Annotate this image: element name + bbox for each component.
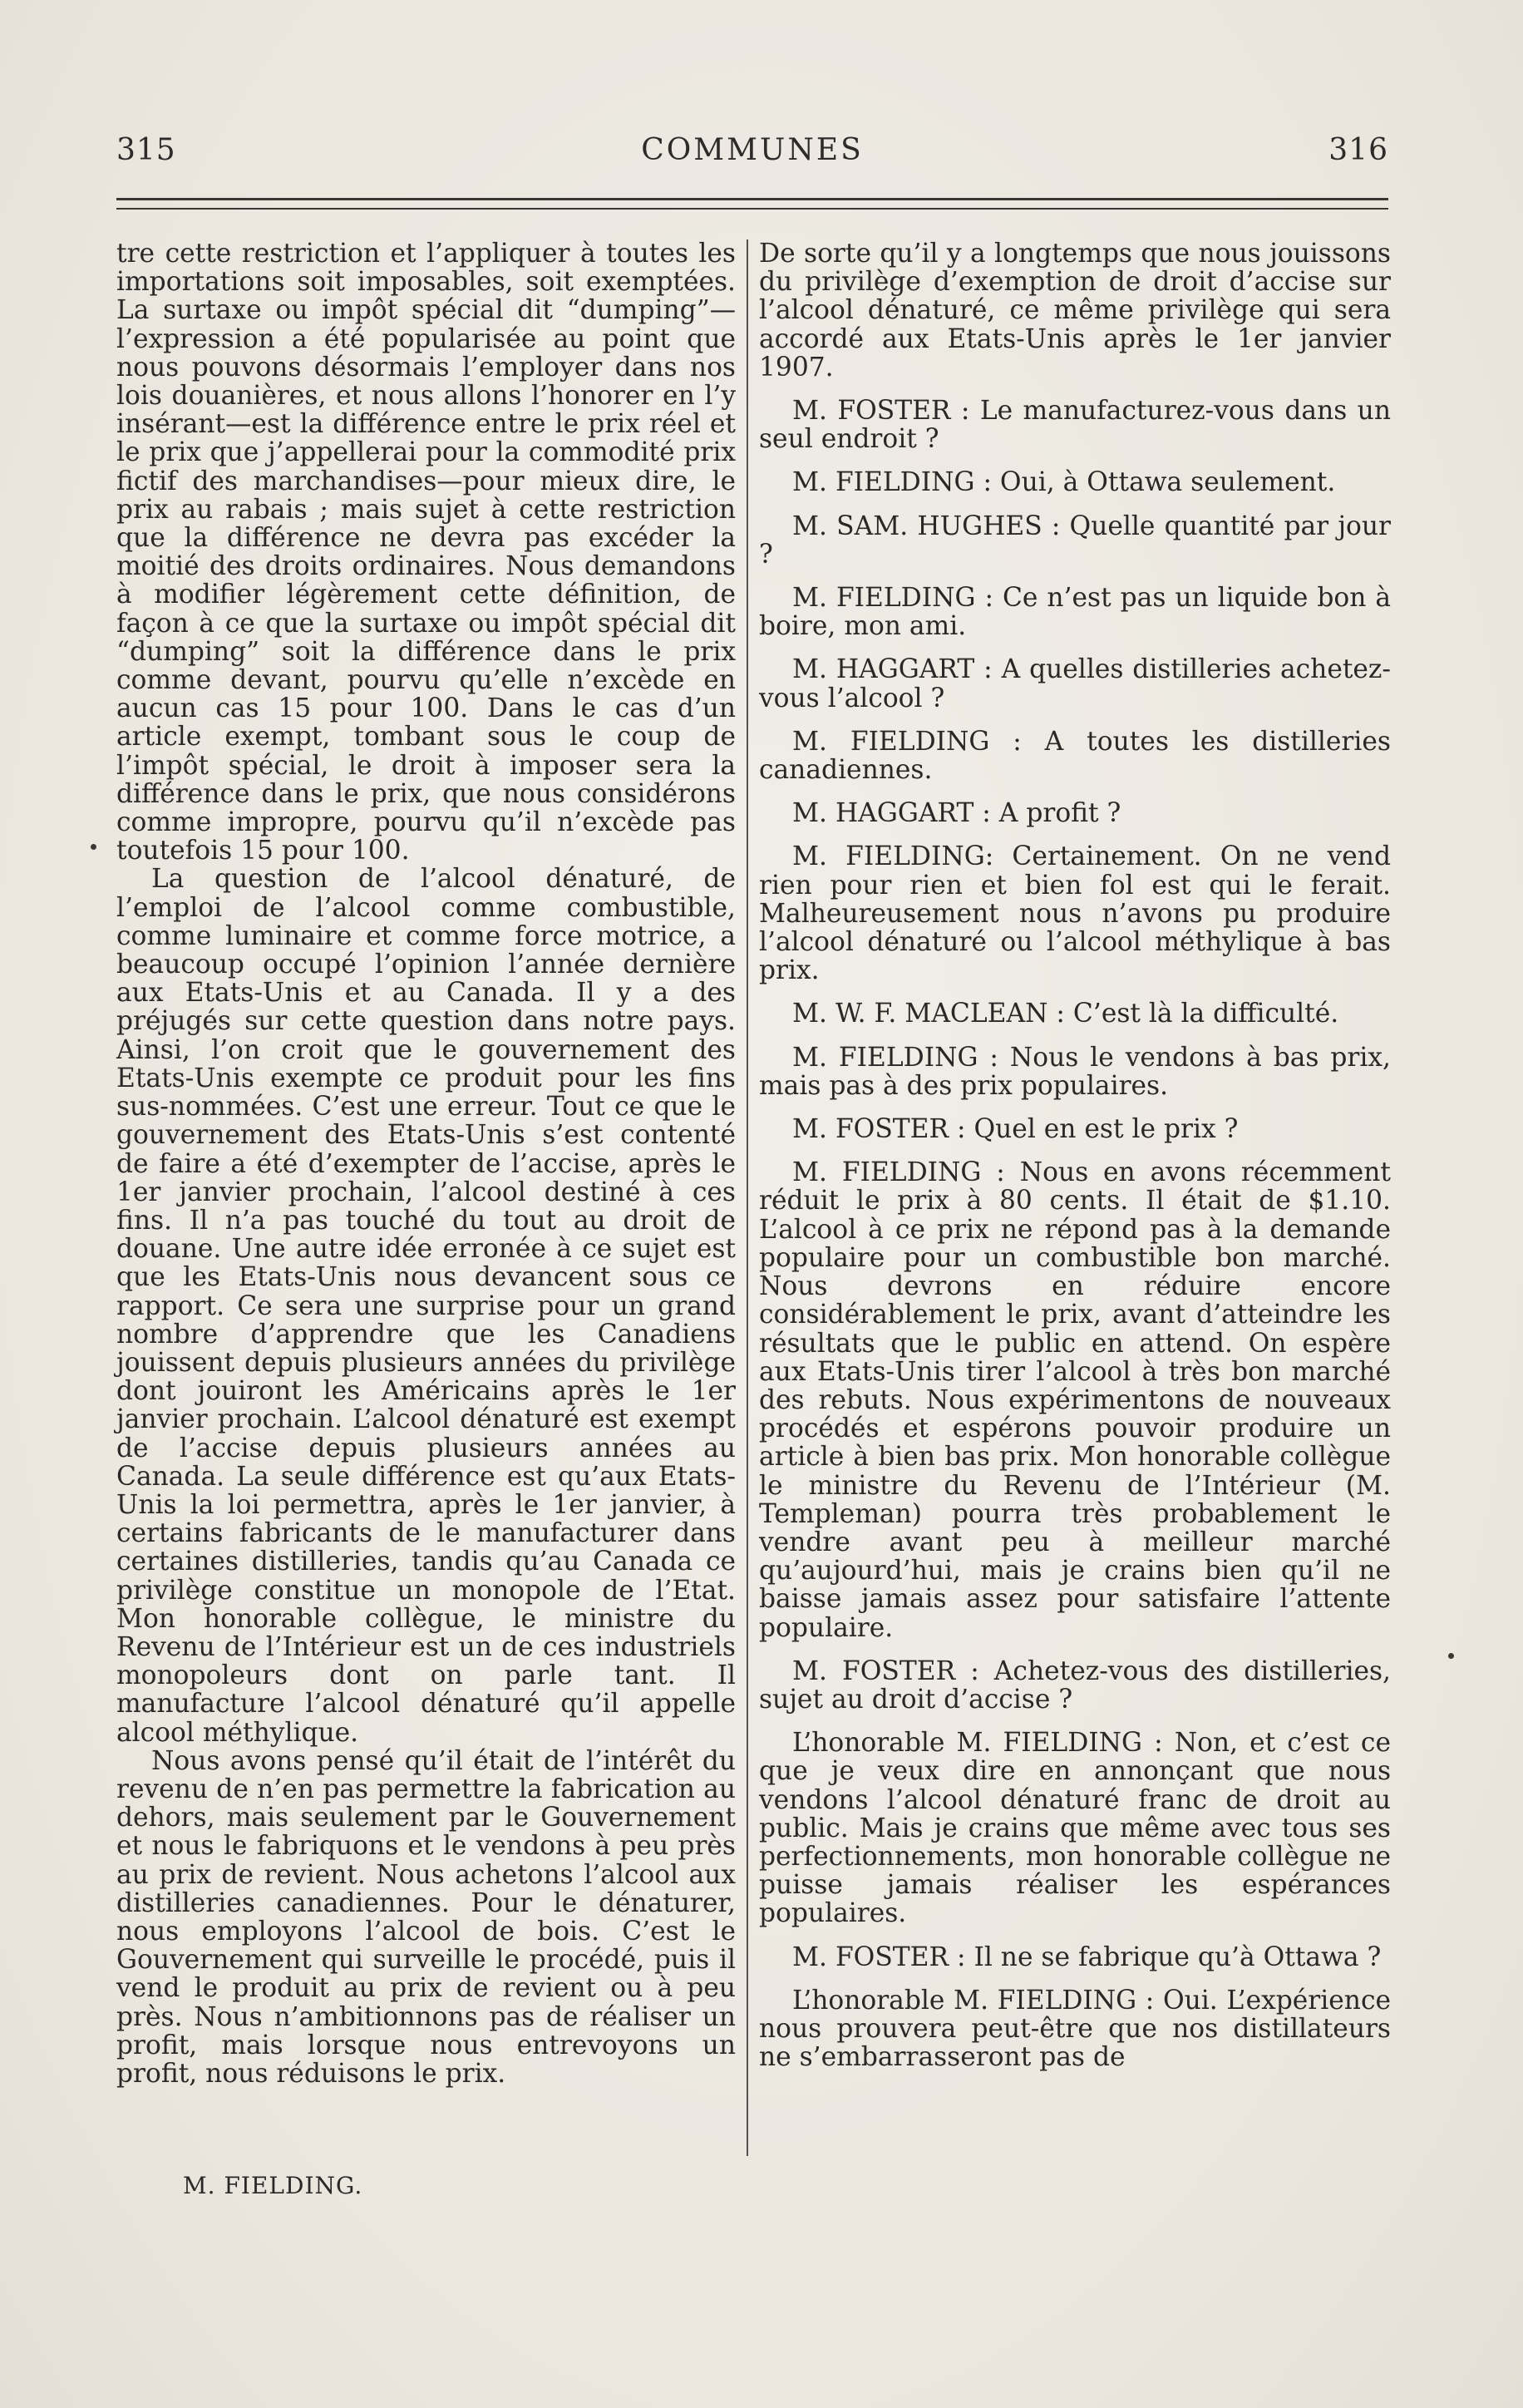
margin-mark-right	[1448, 1653, 1454, 1659]
margin-mark-left	[91, 844, 96, 850]
exchange-fielding-2: M. FIELDING : Ce n’est pas un liquide bon à boire, mon ami.	[759, 583, 1391, 642]
exchange-foster-1: M. FOSTER : Le manufacturez-vous dans un seul endroit ?	[759, 396, 1391, 455]
exchange-fielding-8: L’honorable M. FIELDING : Oui. L’expérience nous prouvera peut-être que nos distillateurs ne s’embarrasseront pas de	[759, 1985, 1391, 2073]
exchange-haggart-1: M. HAGGART : A quelles distilleries achetez-vous l’alcool ?	[759, 654, 1391, 713]
page-header	[116, 133, 1388, 183]
header-rule-bottom	[116, 208, 1388, 210]
speaker-signature: M. FIELDING.	[183, 2172, 363, 2199]
column-divider	[747, 239, 748, 2156]
exchange-fielding-6: M. FIELDING : Nous en avons récemment réduit le prix à 80 cents. Il était de $1.10. L’alcool à ce prix ne répond pas à la demande populaire pour un combustible bon marché. Nous devrons en réduire encore considérablement le prix, avant d’atteindre les résultats que le public en attend. On espère aux Etats-Unis tirer l’alcool à très bon marché des rebuts. Nous expérimentons de nouveaux procédés et espérons pouvoir produire un article à bien bas prix. Mon honorable collègue le ministre du Revenu de l’Intérieur (M. Templeman) pourra très probablement le vendre avant peu à meilleur marché qu’aujourd’hui, mais je crains bien qu’il ne baisse jamais assez pour satisfaire l’attente populaire.	[759, 1157, 1391, 1643]
paragraph-fabrication: Nous avons pensé qu’il était de l’intérêt du revenu de n’en pas permettre la fabrication au dehors, mais seulement par le Gouvernement et nous le fabriquons et le vendons à peu près au prix de revient. Nous achetons l’alcool aux distilleries canadiennes. Pour le dénaturer, nous employons l’alcool de bois. C’est le Gouvernement qui surveille le procédé, puis il vend le produit au prix de revient ou à peu près. Nous n’ambitionnons pas de réaliser un profit, mais lorsque nous entrevoyons un profit, nous réduisons le prix.	[116, 1745, 736, 2089]
exchange-foster-2: M. FOSTER : Quel en est le prix ?	[792, 1114, 1239, 1145]
exchange-foster-3: M. FOSTER : Achetez-vous des distilleries, sujet au droit d’accise ?	[759, 1656, 1391, 1715]
paragraph-continued: tre cette restriction et l’appliquer à toutes les importations soit imposables, soit exemptées. La surtaxe ou impôt spécial dit “dumping”—l’expression a été popularisée au point que nous pouvons désormais l’employer dans nos lois douanières, et nous allons l’honorer en l’y insérant—est la différence entre le prix réel et le prix que j’appellerai pour la commodité prix fictif des marchandises—pour mieux dire, le prix au rabais ; mais sujet à cette restriction que la différence ne devra pas excéder la moitié des droits ordinaires. Nous demandons à modifier légèrement cette définition, de façon à ce que la surtaxe ou impôt spécial dit “dumping” soit la différence dans le prix comme devant, pourvu qu’elle n’excède en aucun cas 15 pour 100. Dans le cas d’un article exempt, tombant sous le coup de l’impôt spécial, le droit à imposer sera la différence dans le prix, que nous considérons comme impropre, pourvu qu’il n’excède pas toutefois 15 pour 100.	[116, 239, 736, 866]
left-column	[116, 239, 736, 2088]
exchange-fielding-4: M. FIELDING: Certainement. On ne vend rien pour rien et bien fol est qui le ferait. Malheureusement nous n’avons pu produire l’alcool dénaturé ou l’alcool méthylique à bas prix.	[759, 841, 1391, 986]
exchange-fielding-7: L’honorable M. FIELDING : Non, et c’est ce que je veux dire en annonçant que nous vendons l’alcool dénaturé franc de droit au public. Mais je crains que même avec tous ses perfectionnements, mon honorable collègue ne puisse jamais réaliser les espérances populaires.	[759, 1728, 1391, 1929]
exchange-haggart-2: M. HAGGART : A profit ?	[792, 798, 1121, 829]
right-column	[759, 239, 1391, 2071]
exchange-fielding-5: M. FIELDING : Nous le vendons à bas prix, mais pas à des prix populaires.	[759, 1042, 1391, 1101]
paragraph-privilege: De sorte qu’il y a longtemps que nous jouissons du privilège d’exemption de droit d’accise sur l’alcool dénaturé, ce même privilège qui sera accordé aux Etats-Unis après le 1er janvier 1907.	[759, 239, 1391, 382]
page-number-left: 315	[116, 133, 176, 167]
header-rule-top	[116, 198, 1388, 200]
page-number-right: 316	[1328, 133, 1388, 167]
exchange-hughes: M. SAM. HUGHES : Quelle quantité par jour ?	[759, 511, 1391, 570]
exchange-foster-4: M. FOSTER : Il ne se fabrique qu’à Ottawa ?	[792, 1942, 1382, 1972]
running-title: COMMUNES	[641, 133, 864, 167]
exchange-fielding-3: M. FIELDING : A toutes les distilleries canadiennes.	[759, 726, 1391, 786]
exchange-fielding-1: M. FIELDING : Oui, à Ottawa seulement.	[792, 467, 1336, 498]
paragraph-alcool-denature: La question de l’alcool dénaturé, de l’emploi de l’alcool comme combustible, comme luminaire et comme force motrice, a beaucoup occupé l’opinion l’année dernière aux Etats-Unis et au Canada. Il y a des préjugés sur cette question dans notre pays. Ainsi, l’on croit que le gouvernement des Etats-Unis exempte ce produit pour les fins sus-nommées. C’est une erreur. Tout ce que le gouvernement des Etats-Unis s’est contenté de faire a été d’exempter de l’accise, après le 1er janvier prochain, l’alcool destiné à ces fins. Il n’a pas touché du tout au droit de douane. Une autre idée erronée à ce sujet est que les Etats-Unis nous devancent sous ce rapport. Ce sera une surprise pour un grand nombre d’apprendre que les Canadiens jouissent depuis plusieurs années du privilège dont jouiront les Américains après le 1er janvier prochain. L’alcool dénaturé est exempt de l’accise depuis plusieurs années au Canada. La seule différence est qu’aux Etats-Unis la loi permettra, après le 1er janvier, à certains fabricants de le manufacturer dans certaines distilleries, tandis qu’au Canada ce privilège constitue un monopole de l’Etat. Mon honorable collègue, le ministre du Revenu de l’Intérieur est un de ces industriels monopoleurs dont on parle tant. Il manufacture l’alcool dénaturé qu’il appelle alcool méthylique.	[116, 864, 736, 1748]
exchange-maclean: M. W. F. MACLEAN : C’est là la difficulté.	[792, 999, 1339, 1029]
